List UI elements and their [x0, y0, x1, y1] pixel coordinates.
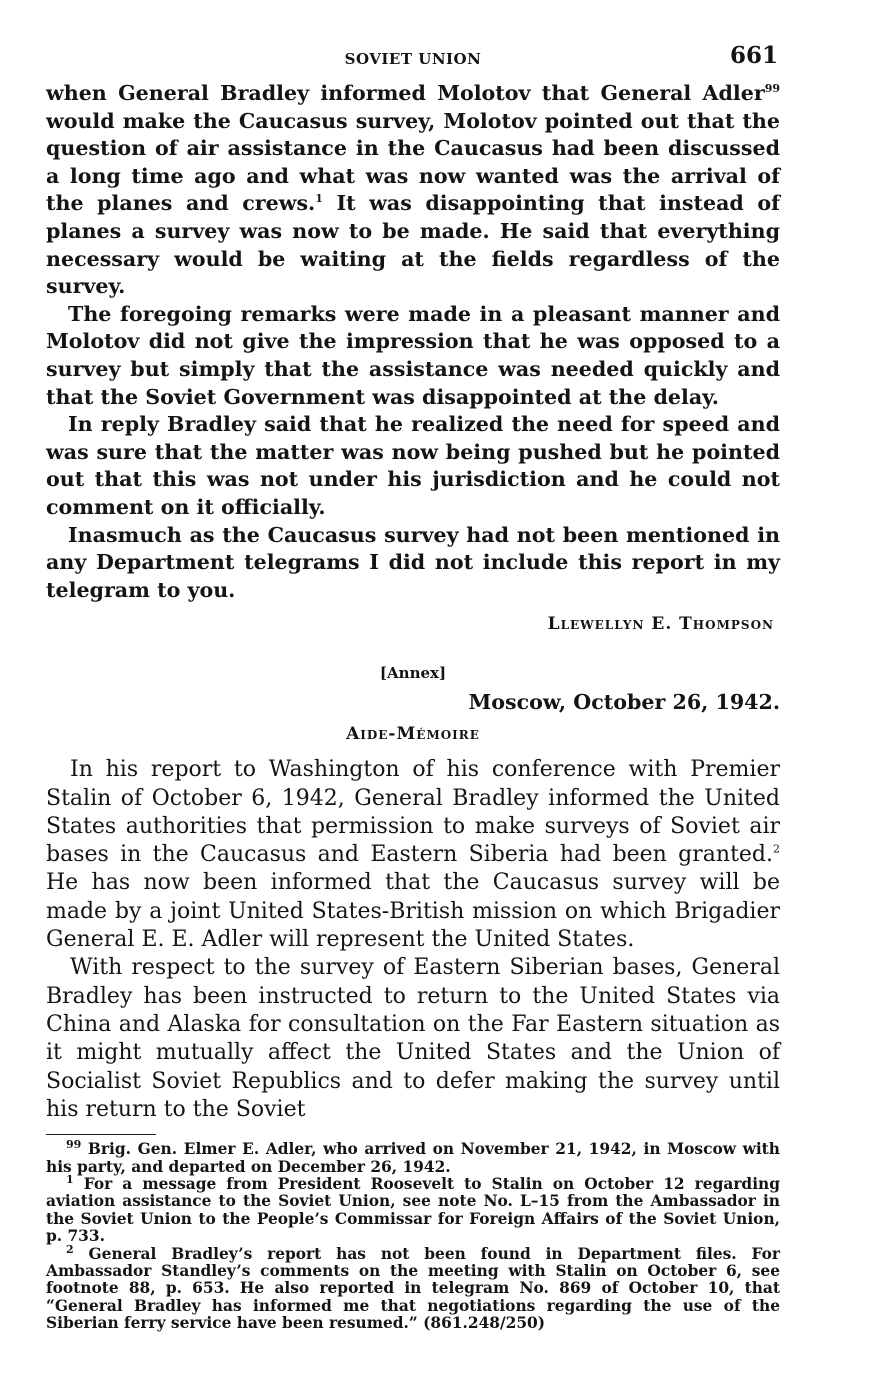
memo-title: Aide-Mémoire — [346, 724, 480, 745]
paragraph-4: Inasmuch as the Caucasus survey had not been mentioned in any Department telegrams I did not include this report in my telegram to you. — [46, 522, 780, 602]
paragraph-1-part-a: when General Bradley informed Molotov that General Adler — [46, 81, 765, 105]
paragraph-2: The foregoing remarks were made in a pleasant manner and Molotov did not give the impression that he was opposed to a survey but simply that the assistance was needed quickly and that the Soviet Government was disappointed at the delay. — [46, 301, 780, 409]
signature: Llewellyn E. Thompson — [547, 614, 774, 635]
document-page — [46, 38, 780, 1333]
paragraph-1-part-c: It was disappointing that instead of planes a survey was now to be made. He said that everything necessary would be waiting at the fields regardless of the survey. — [46, 191, 780, 299]
footnote-ref-1: 1 — [315, 192, 323, 206]
footnote-mark: 1 — [66, 1172, 74, 1186]
dateline: Moscow, October 26, 1942. — [468, 690, 780, 715]
footnote-mark: 2 — [66, 1242, 74, 1256]
footnote-99 — [46, 1138, 780, 1176]
paragraph-1 — [46, 80, 780, 301]
paragraph-1-part-b: would make the Caucasus survey, Molotov pointed out that the question of air assistance in the Caucasus had been discussed a long time ago and what was now wanted was the arrival of the planes and crews. — [46, 108, 780, 216]
memo-paragraph-1-part-a: In his report to Washington of his conference with Premier Stalin of October 6, 1942, General Bradley informed the United States authorities that permission to make surveys of Soviet air bases in the Caucasus and Eastern Siberia had been granted. — [46, 757, 780, 868]
running-head: SOVIET UNION — [344, 50, 482, 68]
page-header — [46, 38, 780, 80]
footnote-text: For a message from President Roosevelt to Stalin on October 12 regarding aviation assistance to the Soviet Union, see note No. L–15 from the Ambassador in the Soviet Union to the People’s Commissar for Foreign Affairs of the Soviet Union, p. 733. — [46, 1174, 780, 1246]
footnote-mark: 99 — [66, 1138, 82, 1152]
paragraph-3: In reply Bradley said that he realized the need for speed and was sure that the matter was now being pushed but he pointed out that this was not under his jurisdiction and he could not comment on it officially. — [46, 412, 780, 519]
memo-paragraph-2: With respect to the survey of Eastern Siberian bases, General Bradley has been instructed to return to the United States via China and Alaska for consultation on the Far Eastern situation as it might mutually affect the United States and the Union of Socialist Soviet Republics and to defer making the survey until his return to the Soviet — [46, 955, 780, 1122]
footnote-ref-2: 2 — [773, 842, 780, 856]
footnote-text: Brig. Gen. Elmer E. Adler, who arrived on November 21, 1942, in Moscow with his party, and departed on December 26, 1942. — [46, 1140, 780, 1176]
page-number: 661 — [729, 42, 778, 69]
annex-label: [Annex] — [379, 664, 447, 683]
memo-paragraph-1 — [46, 756, 780, 954]
footnote-text: General Bradley’s report has not been found in Department files. For Ambassador Standley’s comments on the meeting with Stalin on October 6, see footnote 88, p. 653. He also reported in telegram No. 869 of October 10, that “General Bradley has informed me that negotiations regarding the use of the Siberian ferry service have been resumed.” (861.248/250) — [46, 1244, 780, 1333]
memo-paragraph-1-part-b: He has now been informed that the Caucasus survey will be made by a joint United States-British mission on which Brigadier General E. E. Adler will represent the United States. — [46, 870, 780, 953]
footnote-2 — [46, 1242, 780, 1333]
footnote-ref-99: 99 — [764, 82, 780, 96]
footnote-divider — [46, 1134, 156, 1135]
footnote-1 — [46, 1172, 780, 1246]
